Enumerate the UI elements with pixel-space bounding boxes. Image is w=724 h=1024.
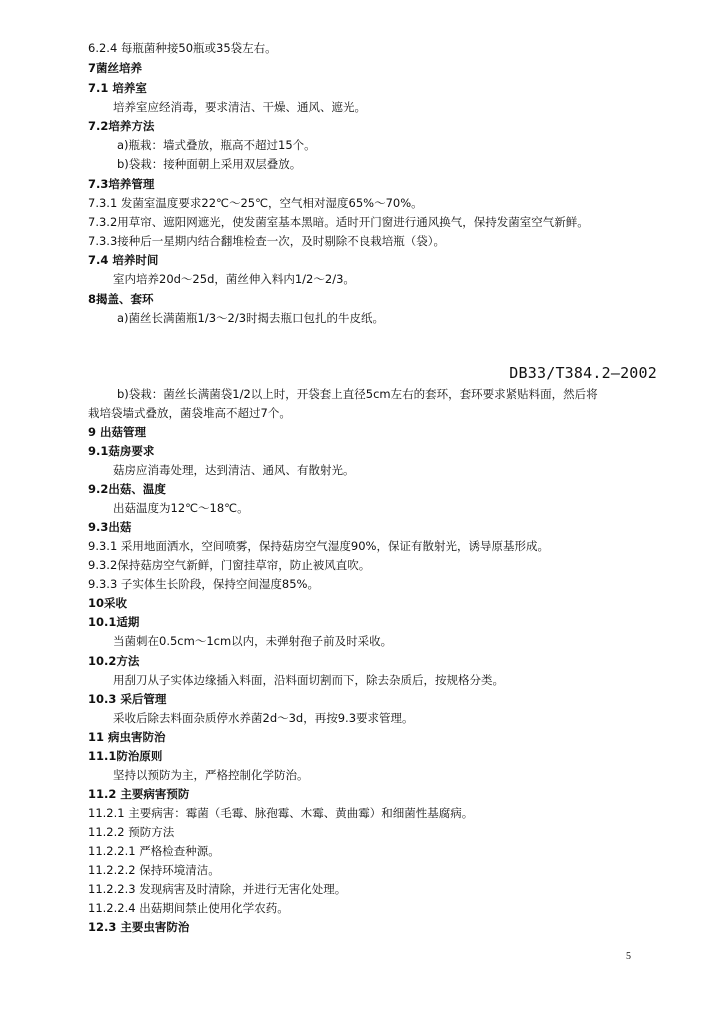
clause-9-3-3: 9.3.3 子实体生长阶段，保持空间湿度85%。 xyxy=(88,577,319,591)
heading-9-1: 9.1菇房要求 xyxy=(88,444,155,458)
heading-7-3: 7.3培养管理 xyxy=(88,177,155,191)
clause-11-2-2-1: 11.2.2.1 严格检查种源。 xyxy=(88,844,220,858)
heading-10-3: 10.3 采后管理 xyxy=(88,692,167,706)
item-8-b-continued: 栽培袋墙式叠放，菌袋堆高不超过7个。 xyxy=(88,406,291,420)
heading-11: 11 病虫害防治 xyxy=(88,730,166,744)
item-8-b: b)袋栽：菌丝长满菌袋1/2以上时，开袋套上直径5cm左右的套环，套环要求紧贴料面，然后将 xyxy=(117,387,598,401)
item-7-2-b: b)袋栽：接种面朝上采用双层叠放。 xyxy=(117,157,302,171)
clause-7-3-2: 7.3.2用草帘、遮阳网遮光，使发菌室基本黑暗。适时开门窗进行通风换气，保持发菌室空气新鲜。 xyxy=(88,215,589,229)
heading-8: 8揭盖、套环 xyxy=(88,292,154,306)
clause-11-2-2-4: 11.2.2.4 出菇期间禁止使用化学农药。 xyxy=(88,901,289,915)
heading-10-1: 10.1适期 xyxy=(88,615,140,629)
paragraph-9-2: 出菇温度为12℃～18℃。 xyxy=(113,501,249,515)
heading-9: 9 出菇管理 xyxy=(88,425,147,439)
heading-7-4: 7.4 培养时间 xyxy=(88,253,159,267)
paragraph-7-1: 培养室应经消毒，要求清洁、干燥、通风、遮光。 xyxy=(113,100,366,114)
item-7-2-a: a)瓶栽：墙式叠放，瓶高不超过15个。 xyxy=(117,138,316,152)
heading-12-3: 12.3 主要虫害防治 xyxy=(88,920,190,934)
heading-10-2: 10.2方法 xyxy=(88,654,140,668)
page-number: 5 xyxy=(626,951,631,962)
heading-9-2: 9.2出菇、温度 xyxy=(88,482,166,496)
heading-11-2-2: 11.2.2 预防方法 xyxy=(88,825,175,839)
clause-9-3-2: 9.3.2保持菇房空气新鲜，门窗挂草帘，防止被风直吹。 xyxy=(88,558,371,572)
paragraph-9-1: 菇房应消毒处理，达到清洁、通风、有散射光。 xyxy=(113,463,355,477)
paragraph-7-4: 室内培养20d～25d，菌丝伸入料内1/2～2/3。 xyxy=(113,272,355,286)
paragraph-10-1: 当菌刺在0.5cm～1cm以内，未弹射孢子前及时采收。 xyxy=(113,634,393,648)
heading-7: 7菌丝培养 xyxy=(88,61,143,75)
heading-7-2: 7.2培养方法 xyxy=(88,119,155,133)
clause-7-3-3: 7.3.3接种后一星期内结合翻堆检查一次，及时剔除不良栽培瓶（袋）。 xyxy=(88,234,446,248)
clause-6-2-4: 6.2.4 每瓶菌种接50瓶或35袋左右。 xyxy=(88,41,277,55)
item-8-a: a)菌丝长满菌瓶1/3～2/3时揭去瓶口包扎的牛皮纸。 xyxy=(117,311,385,325)
standard-code-header: DB33/T384.2—2002 xyxy=(509,364,657,382)
heading-7-1: 7.1 培养室 xyxy=(88,81,147,95)
clause-11-2-2-3: 11.2.2.3 发现病害及时清除，并进行无害化处理。 xyxy=(88,882,347,896)
heading-9-3: 9.3出菇 xyxy=(88,520,132,534)
clause-9-3-1: 9.3.1 采用地面洒水，空间喷雾，保持菇房空气湿度90%，保证有散射光，诱导原基形成。 xyxy=(88,539,549,553)
paragraph-10-2: 用刮刀从子实体边缘插入料面，沿料面切割而下，除去杂质后，按规格分类。 xyxy=(113,673,504,687)
clause-11-2-2-2: 11.2.2.2 保持环境清洁。 xyxy=(88,863,220,877)
paragraph-11-1: 坚持以预防为主，严格控制化学防治。 xyxy=(113,768,309,782)
paragraph-10-3: 采收后除去料面杂质停水养菌2d～3d，再按9.3要求管理。 xyxy=(113,711,414,725)
heading-10: 10采收 xyxy=(88,596,128,610)
clause-7-3-1: 7.3.1 发菌室温度要求22℃～25℃，空气相对湿度65%～70%。 xyxy=(88,196,423,210)
heading-11-2: 11.2 主要病害预防 xyxy=(88,787,190,801)
clause-11-2-1: 11.2.1 主要病害：霉菌（毛霉、脉孢霉、木霉、黄曲霉）和细菌性基腐病。 xyxy=(88,806,474,820)
heading-11-1: 11.1防治原则 xyxy=(88,749,163,763)
